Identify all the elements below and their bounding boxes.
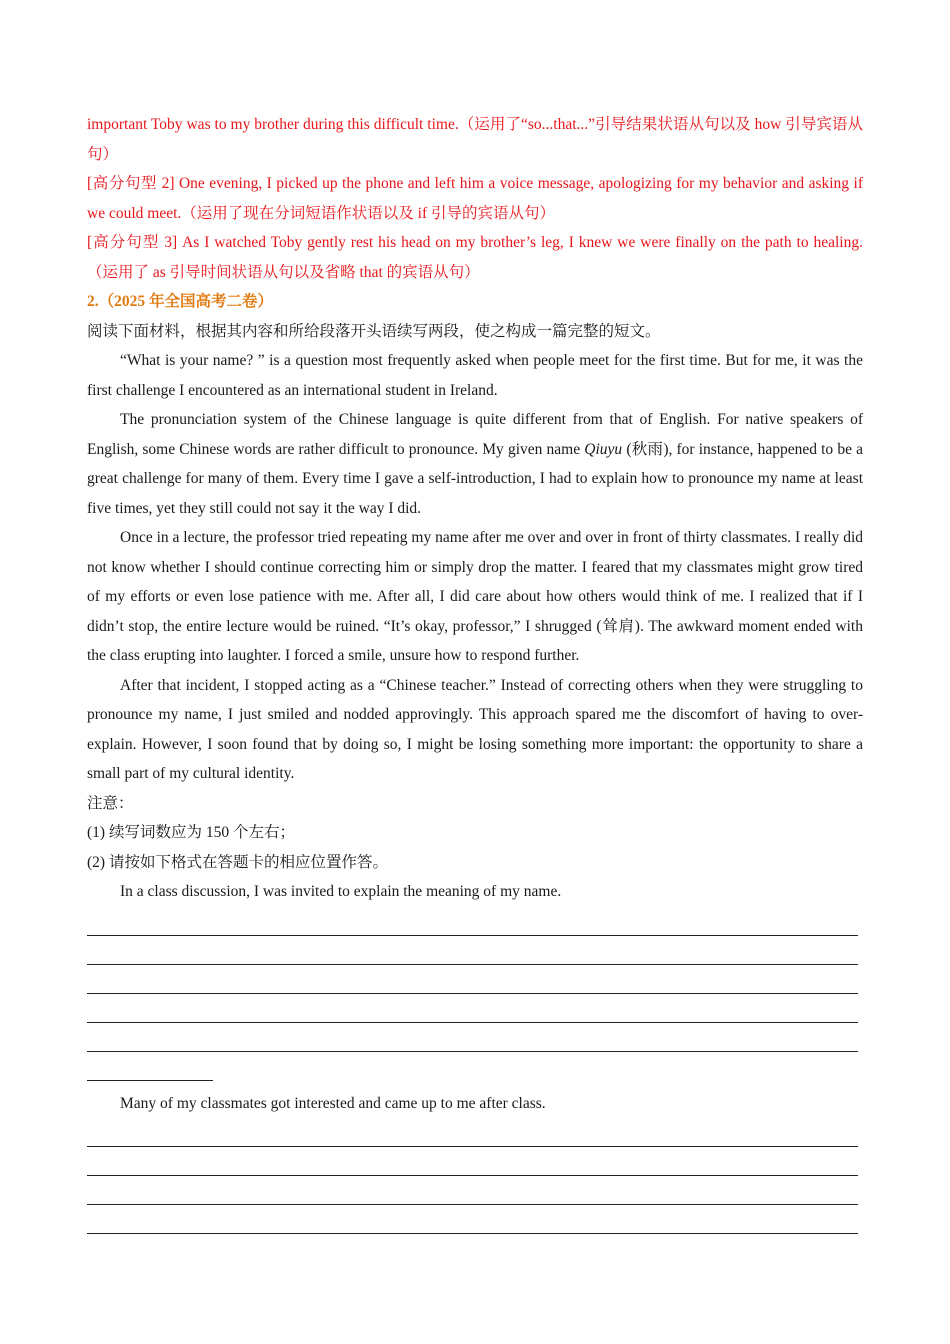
paragraph-2-text-b: (秋雨), for instance, happened to be a great challenge for many of them. Every time I gave a self-introduction, I had to explain how to pronounce my name at least five times, yet they still could not say it the way I did. <box>87 440 863 517</box>
answer-line <box>87 965 858 994</box>
answer-line <box>87 1118 858 1147</box>
continuation-prompt-1: In a class discussion, I was invited to explain the meaning of my name. <box>120 883 562 900</box>
document-page <box>87 110 863 1234</box>
answer-line <box>87 936 858 965</box>
note-2: (2) 请按如下格式在答题卡的相应位置作答。 <box>87 853 388 871</box>
answer-line <box>87 1023 858 1052</box>
given-name: Qiuyu <box>584 440 623 458</box>
answer-line <box>87 907 858 936</box>
model-sentence-1: important Toby was to my brother during this difficult time.（运用了“so...that...”引导结果状语从句以及 how 引导宾语从句） <box>87 116 863 163</box>
passage-paragraph-2 <box>87 405 863 523</box>
passage-paragraph-4: After that incident, I stopped acting as a “Chinese teacher.” Instead of correcting others when they were struggling to pronounce my name, I just smiled and nodded approvingly. This approach spared me the discomfort of having to over-explain. However, I soon found that by doing so, I might be losing something more important: the opportunity to share a small part of my cultural identity. <box>87 676 863 782</box>
paragraph-2-text-a: The pronunciation system of the Chinese language is quite different from that of English. For native speakers of English, some Chinese words are rather difficult to pronounce. My given name <box>87 411 863 458</box>
model-sentence-2: [高分句型 2] One evening, I picked up the phone and left him a voice message, apologizing for my behavior and asking if we could meet.（运用了现在分词短语作状语以及 if 引导的宾语从句） <box>87 175 863 222</box>
answer-area-2[interactable] <box>87 1118 863 1234</box>
answer-line <box>87 994 858 1023</box>
continuation-prompt-2: Many of my classmates got interested and came up to me after class. <box>120 1094 546 1112</box>
notes-title: 注意： <box>87 794 134 812</box>
answer-line-short <box>87 1052 213 1081</box>
question-heading: 2.（2025 年全国高考二卷） <box>87 293 274 310</box>
passage-paragraph-1: “What is your name? ” is a question most frequently asked when people meet for the first time. But for me, it was the first challenge I encountered as an international student in Ireland. <box>87 352 863 399</box>
answer-line <box>87 1147 858 1176</box>
answer-line <box>87 1205 858 1234</box>
note-1: (1) 续写词数应为 150 个左右； <box>87 824 295 841</box>
passage-paragraph-3: Once in a lecture, the professor tried repeating my name after me over and over in front of thirty classmates. I really did not know whether I should continue correcting him or simply drop the matter. I feared that my classmates might grow tired of my efforts or even lose patience with me. After all, I did care about how others would think of me. I realized that if I didn’t stop, the entire lecture would be ruined. “It’s okay, professor,” I shrugged (耸肩). The awkward moment ended with the class erupting into laughter. I forced a smile, unsure how to respond further. <box>87 529 863 664</box>
answer-line <box>87 1176 858 1205</box>
question-instruction: 阅读下面材料，根据其内容和所给段落开头语续写两段，使之构成一篇完整的短文。 <box>87 322 661 340</box>
answer-area-1[interactable] <box>87 907 863 1081</box>
model-sentence-3: [高分句型 3] As I watched Toby gently rest his head on my brother’s leg, I knew we were finally on the path to healing.（运用了 as 引导时间状语从句以及省略 that 的宾语从句） <box>87 234 863 281</box>
